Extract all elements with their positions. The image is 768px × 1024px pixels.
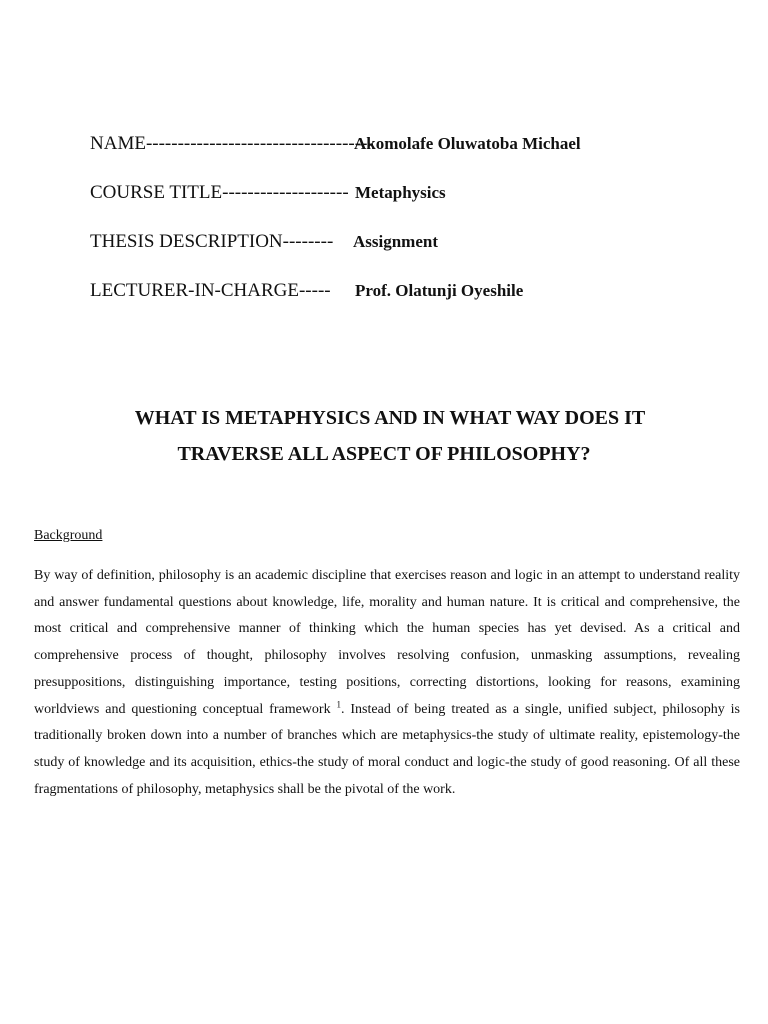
document-title-line-1: WHAT IS METAPHYSICS AND IN WHAT WAY DOES IT	[134, 407, 646, 429]
section-heading-background: Background	[34, 528, 103, 543]
thesis-description-value: Assignment	[353, 232, 439, 251]
name-value: Akomolafe Oluwatoba Michael	[354, 134, 581, 153]
lecturer-label: LECTURER-IN-CHARGE-----	[90, 280, 331, 301]
document-title-line-2: TRAVERSE ALL ASPECT OF PHILOSOPHY?	[177, 443, 591, 465]
name-label: NAME------------------------------------	[90, 133, 374, 154]
course-title-label: COURSE TITLE--------------------	[90, 182, 349, 203]
course-title-value: Metaphysics	[355, 183, 446, 202]
paragraph-text-part-1: By way of definition, philosophy is an academic discipline that exercises reason and logic in an attempt to understand reality and answer fundamental questions about knowledge, life, morality and human nature. It is critical and comprehensive, the most critical and comprehensive manner of thinking which the human species has yet devised. As a critical and comprehensive process of thought, philosophy involves resolving confusion, unmasking assumptions, revealing presuppositions, distinguishing importance, testing positions, correcting distortions, looking for reasons, examining worldviews and questioning conceptual framework	[34, 568, 740, 717]
thesis-description-label: THESIS DESCRIPTION--------	[90, 231, 334, 252]
footnote-reference[interactable]: 1	[336, 698, 341, 709]
background-paragraph	[34, 563, 740, 803]
paragraph-text-part-2: . Instead of being treated as a single, unified subject, philosophy is traditionally broken down into a number of branches which are metaphysics-the study of ultimate reality, epistemology-the study of knowledge and its acquisition, ethics-the study of moral conduct and logic-the study of good reasoning. Of all these fragmentations of philosophy, metaphysics shall be the pivotal of the work.	[34, 701, 740, 797]
lecturer-value: Prof. Olatunji Oyeshile	[355, 281, 524, 300]
